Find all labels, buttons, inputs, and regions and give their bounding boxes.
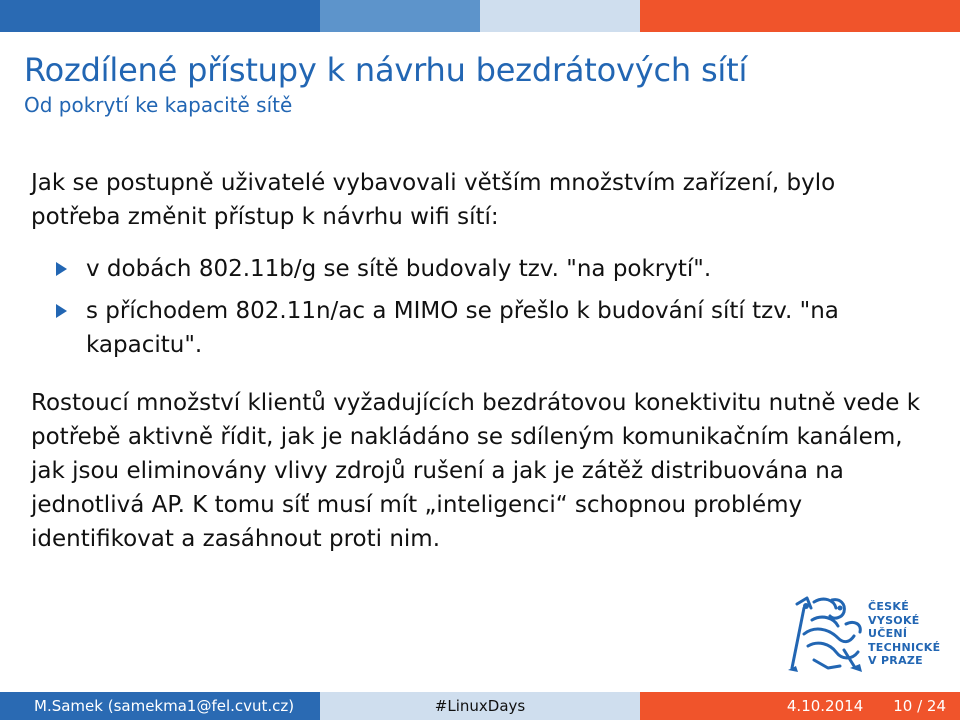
bullet-text: s příchodem 802.11n/ac a MIMO se přešlo k budování sítí tzv. "na kapacitu". [86,298,839,358]
logo-line: V PRAZE [868,654,923,667]
top-color-bar [0,0,960,32]
top-bar-segment-light-blue [480,0,640,32]
title-block [24,48,936,118]
czech-lion-icon [784,594,868,674]
list-item [31,252,930,286]
logo-line: TECHNICKÉ [868,640,941,654]
body-paragraph: Rostoucí množství klientů vyžadujících bezdrátovou konektivitu nutně vede k potřebě aktivně řídit, jak je nakládáno se sdíleným komunikačním kanálem, jak jsou eliminovány vlivy zdrojů rušení a jak je zátěž distribuována na jednotlivá AP. K tomu síť musí mít „inteligenci“ schopnou problémy identifikovat a zasáhnout proti nim. [31,390,921,552]
footer-right [640,692,960,720]
bullet-text: v dobách 802.11b/g se sítě budovaly tzv. "na pokrytí". [86,256,712,282]
footer-date: 4.10.2014 [786,697,864,715]
slide-body [31,166,930,556]
intro-line-1: Jak se postupně uživatelé vybavovali větším množstvím zařízení, bylo [31,170,836,196]
top-bar-segment-blue [0,0,320,32]
logo-line: ČESKÉ [868,600,910,613]
list-item [31,294,930,362]
cvut-logo [784,594,960,674]
footer-bar [0,692,960,720]
slide-title: Rozdílené přístupy k návrhu bezdrátových sítí [24,51,748,89]
footer-author: M.Samek (samekma1@fel.cvut.cz) [0,692,320,720]
logo-line: VYSOKÉ [868,613,920,627]
slide-subtitle: Od pokrytí ke kapacitě sítě [24,93,293,117]
bullet-triangle-icon [56,304,67,318]
bullet-triangle-icon [56,262,67,276]
logo-wordmark [868,600,940,668]
top-bar-segment-orange [640,0,960,32]
top-bar-segment-mid-blue [320,0,480,32]
intro-paragraph [31,166,930,234]
footer-event: #LinuxDays [320,692,640,720]
bullet-list [31,252,930,362]
intro-line-2: potřeba změnit přístup k návrhu wifi sítí: [31,204,499,230]
page-number: 10 / 24 [893,697,946,715]
logo-line: UČENÍ [868,627,908,640]
